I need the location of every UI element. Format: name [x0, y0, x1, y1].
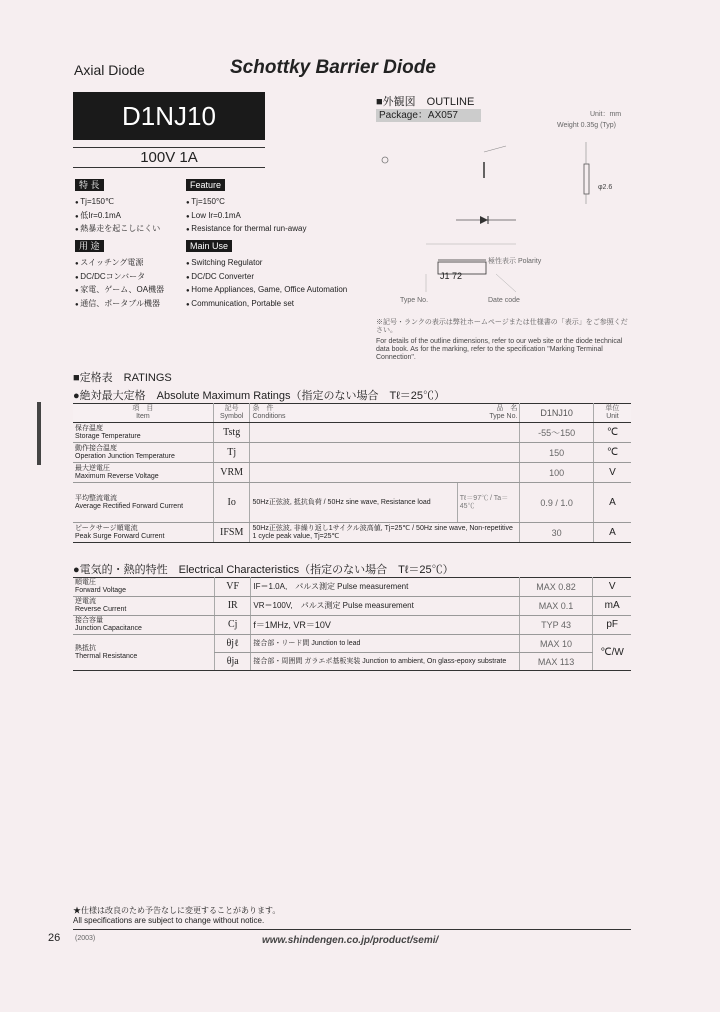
elec-heading: ●電気的・熱的特性 Electrical Characteristics（指定のない場合 Tℓ＝25℃） [73, 564, 454, 576]
col-unit-en: Unit [606, 413, 619, 420]
col-type-en: Type No. [489, 413, 518, 420]
footer-url: www.shindengen.co.jp/product/semi/ [262, 935, 439, 946]
features-en-tag: Feature [186, 179, 225, 191]
col-symbol-en: Symbol [219, 413, 244, 420]
outline-note-en: For details of the outline dimensions, refer to our web site or the diode technical data book. As for the marking, refer to the specification "Marking Terminal Connection". [376, 338, 623, 361]
item-jp: 動作接合温度 [75, 444, 117, 452]
item-cell [73, 523, 213, 543]
col-conditions [250, 404, 457, 423]
marking-type: J1 72 [440, 271, 463, 281]
page-number: 26 [48, 932, 61, 944]
package-label: Package：AX057 [376, 109, 481, 122]
table-row [73, 597, 631, 616]
item-cell [73, 483, 213, 523]
symbol-cell: θjℓ [214, 635, 250, 653]
symbol-cell: Tj [213, 443, 250, 463]
abs-max-heading: ●絶対最大定格 Absolute Maximum Ratings（指定のない場合 Tℓ＝25℃） [73, 390, 446, 402]
features-jp-tag: 特 長 [75, 179, 104, 191]
outline-heading: ■外観図 OUTLINE [376, 96, 475, 108]
table-row [73, 635, 631, 653]
value-cell: 0.9 / 1.0 [520, 483, 593, 523]
cond-cell: 50Hz正弦波, 抵抗負荷 / 50Hz sine wave, Resistance load [250, 483, 457, 523]
table-row [73, 578, 631, 597]
unit-cell: ℃/W [593, 635, 631, 671]
footer-note-jp: ★仕様は改良のため予告なしに変更することがあります。 [73, 906, 281, 915]
value-cell: 100 [520, 463, 593, 483]
item-en: Reverse Current [75, 606, 127, 613]
value-cell: MAX 0.1 [519, 597, 592, 616]
item-en: Thermal Resistance [75, 652, 138, 660]
cond-cell [250, 443, 520, 463]
symbol-cell: IR [214, 597, 250, 616]
table-row [73, 443, 631, 463]
item-jp: 最大逆電圧 [75, 464, 110, 472]
features-jp [75, 175, 160, 237]
cond-cell [250, 463, 520, 483]
cond-cell: f＝1MHz, VR＝10V [251, 616, 519, 635]
unit-cell: mA [593, 597, 631, 616]
unit-cell: V [593, 463, 631, 483]
symbol-cell: Cj [214, 616, 250, 635]
symbol-cell: IFSM [213, 523, 250, 543]
col-type [457, 404, 520, 423]
table-row [73, 463, 631, 483]
col-item-jp: 項 目 [132, 405, 154, 412]
item-en: Average Rectified Forward Current [75, 502, 184, 510]
col-symbol-jp: 記号 [224, 405, 239, 412]
page-title: Schottky Barrier Diode [230, 57, 436, 78]
item-jp: 保存温度 [75, 424, 103, 432]
symbol-cell: Io [213, 483, 250, 523]
uses-jp-tag: 用 途 [75, 240, 104, 252]
value-cell: 150 [520, 443, 593, 463]
cond2-cell: Tℓ＝97℃ / Ta＝45℃ [457, 483, 520, 523]
col-symbol [213, 404, 250, 423]
uses-en [186, 236, 347, 311]
list-item: ● Switching Regulator [186, 257, 347, 271]
list-item: ● Low Ir=0.1mA [186, 210, 306, 224]
table-header-row [73, 404, 631, 423]
list-item: ● 通信、ポータブル機器 [75, 298, 164, 312]
cond-cell: 50Hz正弦波, 非繰り返し1サイクル波高値, Tj=25℃ / 50Hz sine wave, Non-repetitive 1 cycle peak value, Tj=25℃ [250, 523, 520, 543]
list-item: ● 低Ir=0.1mA [75, 210, 160, 224]
unit-cell: A [593, 523, 631, 543]
unit-note: Unit：mm [590, 111, 622, 118]
item-jp: 逆電流 [75, 598, 96, 605]
list-item: ● スイッチング電源 [75, 257, 164, 271]
category-label: Axial Diode [74, 62, 145, 78]
item-en: Maximum Reverse Voltage [75, 472, 159, 480]
doc-code: (2003) [75, 935, 96, 942]
value-cell: MAX 113 [519, 653, 592, 671]
list-item: ● Tj=150℃ [75, 196, 160, 210]
unit-cell: ℃ [593, 443, 631, 463]
col-cond-en: Conditions [252, 413, 286, 420]
col-unit-jp: 単位 [605, 405, 620, 412]
cond-cell [250, 423, 520, 443]
value-cell: TYP 43 [519, 616, 592, 635]
value-cell: MAX 10 [519, 635, 592, 653]
value-cell: MAX 0.82 [519, 578, 592, 597]
col-unit [593, 404, 631, 423]
item-jp: 接合容量 [75, 617, 103, 624]
symbol-cell: VF [214, 578, 250, 597]
item-en: Peak Surge Forward Current [75, 532, 165, 540]
rating-label: 100V 1A [73, 147, 265, 168]
table-row [73, 423, 631, 443]
symbol-cell: Tstg [213, 423, 250, 443]
item-en: Operation Junction Temperature [75, 452, 175, 460]
cond-cell: VR＝100V, パルス測定 Pulse measurement [251, 597, 519, 616]
col-item [73, 404, 213, 423]
footer-note-en: All specifications are subject to change without notice. [73, 916, 265, 925]
cond-cell: 接合部・リード間 Junction to lead [251, 635, 519, 653]
item-cell [73, 443, 213, 463]
list-item: ● 家電、ゲーム、OA機器 [75, 284, 164, 298]
table-row [73, 523, 631, 543]
list-item: ● DC/DC Converter [186, 271, 347, 285]
outline-drawing [376, 132, 632, 312]
list-item: ● 熱暴走を起こしにくい [75, 223, 160, 237]
ratings-heading: ■定格表 RATINGS [73, 372, 172, 384]
item-cell [73, 635, 214, 671]
list-item: ● Home Appliances, Game, Office Automation [186, 284, 347, 298]
footer-rule [73, 929, 631, 930]
polarity-label: 極性表示 Polarity [488, 258, 542, 265]
unit-cell: A [593, 483, 631, 523]
item-cell [73, 463, 213, 483]
item-en: Storage Temperature [75, 432, 141, 440]
symbol-cell: VRM [213, 463, 250, 483]
col-part: D1NJ10 [520, 404, 593, 423]
item-cell [73, 578, 214, 597]
item-cell [73, 616, 214, 635]
item-cell [73, 597, 214, 616]
col-type-jp: 品 名 [496, 405, 518, 412]
item-en: Junction Capacitance [75, 625, 142, 632]
item-jp: ピークサージ順電流 [75, 524, 138, 532]
table-row [73, 483, 631, 523]
uses-en-tag: Main Use [186, 240, 232, 252]
item-en: Forward Voltage [75, 587, 126, 594]
unit-cell: ℃ [593, 423, 631, 443]
list-item: ● DC/DCコンバータ [75, 271, 164, 285]
value-cell: -55～150 [520, 423, 593, 443]
item-jp: 熱抵抗 [75, 644, 96, 652]
margin-bar [37, 402, 41, 465]
item-cell [73, 423, 213, 443]
type-no-label: Type No. [400, 297, 429, 304]
list-item: ● Communication, Portable set [186, 298, 347, 312]
cond-cell: IF＝1.0A, パルス測定 Pulse measurement [251, 578, 519, 597]
list-item: ● Tj=150°C [186, 196, 306, 210]
unit-cell: V [593, 578, 631, 597]
abs-max-table [73, 403, 631, 543]
weight-note: Weight 0.35g (Typ) [557, 122, 617, 129]
cond-cell: 接合部・周囲間 ガラエポ基板実装 Junction to ambient, On glass-epoxy substrate [251, 653, 519, 671]
col-item-en: Item [136, 413, 150, 420]
features-en [186, 175, 306, 237]
diameter-label: φ2.6 [598, 184, 613, 191]
part-number-box: D1NJ10 [73, 92, 265, 140]
table-row [73, 616, 631, 635]
item-jp: 順電圧 [75, 579, 96, 586]
uses-jp [75, 236, 164, 311]
col-cond-jp: 条 件 [252, 405, 274, 412]
elec-table [73, 577, 631, 671]
value-cell: 30 [520, 523, 593, 543]
date-code-label: Date code [488, 297, 520, 304]
item-jp: 平均整流電流 [75, 494, 117, 502]
symbol-cell: θja [214, 653, 250, 671]
list-item: ● Resistance for thermal run-away [186, 223, 306, 237]
outline-note-jp: ※記号・ランクの表示は弊社ホームページまたは仕様書の「表示」をご参照ください。 [376, 319, 628, 334]
unit-cell: pF [593, 616, 631, 635]
